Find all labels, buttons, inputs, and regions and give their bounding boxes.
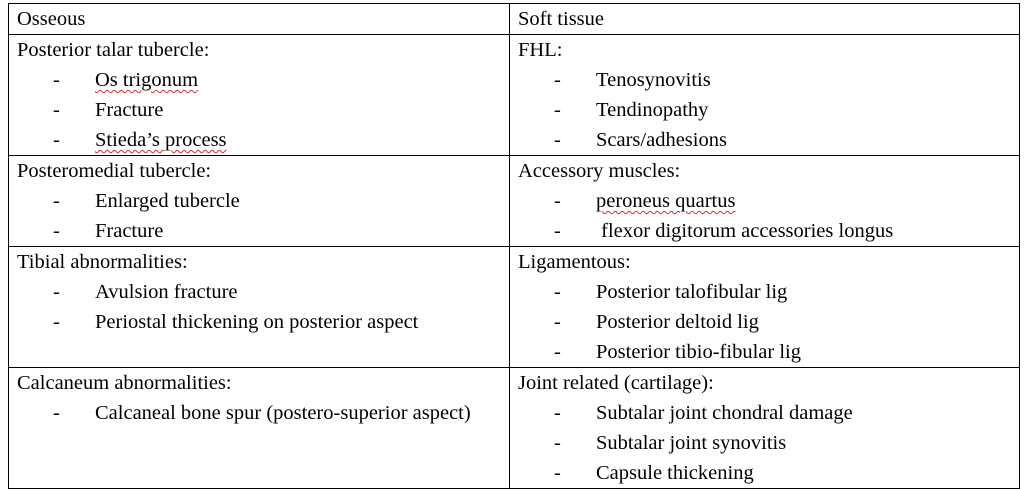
list-item — [17, 398, 509, 428]
bullet-dash: - — [554, 341, 561, 363]
group-title: Posterior talar tubercle: — [17, 39, 210, 61]
bullet-dash: - — [554, 432, 561, 454]
bullet-list — [518, 186, 1019, 246]
bullet-dash: - — [53, 190, 60, 212]
list-item — [17, 125, 509, 155]
bullet-dash: - — [554, 462, 561, 484]
bullet-dash: - — [53, 129, 60, 151]
list-item — [518, 186, 1019, 216]
header-soft-tissue: Soft tissue — [510, 4, 1020, 35]
item-text: Posterior tibio-fibular lig — [596, 341, 801, 363]
bullet-dash: - — [554, 402, 561, 424]
bullet-dash: - — [554, 281, 561, 303]
item-text: Enlarged tubercle — [95, 190, 240, 212]
bullet-dash: - — [53, 281, 60, 303]
item-text: Subtalar joint chondral damage — [596, 402, 853, 424]
list-item — [518, 95, 1019, 125]
table-cell — [9, 156, 510, 247]
bullet-dash: - — [554, 190, 561, 212]
item-text: Posterior deltoid lig — [596, 311, 759, 333]
bullet-dash: - — [53, 402, 60, 424]
bullet-dash: - — [554, 129, 561, 151]
item-text: Scars/adhesions — [596, 129, 727, 151]
bullet-list — [518, 277, 1019, 367]
bullet-list — [17, 398, 509, 428]
bullet-dash: - — [53, 311, 60, 333]
bullet-dash: - — [53, 220, 60, 242]
bullet-list — [518, 65, 1019, 155]
bullet-dash: - — [53, 99, 60, 121]
header-osseous: Osseous — [9, 4, 510, 35]
table-cell — [9, 35, 510, 156]
table-cell — [9, 247, 510, 368]
bullet-dash: - — [554, 99, 561, 121]
item-text: Fracture — [95, 220, 164, 242]
bullet-list — [518, 398, 1019, 488]
table-row — [9, 156, 1020, 247]
item-text: Calcaneal bone spur (postero-superior aspect) — [95, 402, 471, 424]
bullet-dash: - — [554, 220, 561, 242]
table-cell — [510, 247, 1020, 368]
list-item — [17, 65, 509, 95]
list-item — [518, 277, 1019, 307]
table-row — [9, 368, 1020, 489]
list-item — [518, 337, 1019, 367]
bullet-list — [17, 65, 509, 155]
list-item — [518, 398, 1019, 428]
group-title: Accessory muscles: — [518, 160, 681, 182]
classification-table — [8, 3, 1020, 489]
group-title: Joint related (cartilage): — [518, 372, 714, 394]
list-item — [518, 125, 1019, 155]
item-text: Os trigonum — [95, 69, 199, 91]
table-cell — [510, 368, 1020, 489]
item-text: Tendinopathy — [596, 99, 709, 121]
bullet-dash: - — [53, 69, 60, 91]
table-cell — [510, 156, 1020, 247]
item-text: peroneus quartus — [596, 190, 736, 212]
list-item — [17, 307, 509, 337]
item-text: Tenosynovitis — [596, 69, 711, 91]
group-title: Calcaneum abnormalities: — [17, 372, 232, 394]
group-title: Posteromedial tubercle: — [17, 160, 212, 182]
list-item — [518, 307, 1019, 337]
bullet-list — [17, 277, 509, 337]
list-item — [518, 428, 1019, 458]
list-item — [17, 186, 509, 216]
item-text: Subtalar joint synovitis — [596, 432, 787, 454]
group-title: Ligamentous: — [518, 251, 631, 273]
item-text: Capsule thickening — [596, 462, 754, 484]
item-text: flexor digitorum accessories longus — [596, 220, 894, 242]
list-item — [518, 216, 1019, 246]
table-row — [9, 35, 1020, 156]
item-text: Avulsion fracture — [95, 281, 238, 303]
item-text: Stieda’s process — [95, 129, 227, 151]
group-title: FHL: — [518, 39, 563, 61]
list-item — [518, 65, 1019, 95]
group-title: Tibial abnormalities: — [17, 251, 188, 273]
bullet-dash: - — [554, 311, 561, 333]
bullet-list — [17, 186, 509, 246]
table-row — [9, 247, 1020, 368]
list-item — [17, 216, 509, 246]
list-item — [17, 95, 509, 125]
item-text: Fracture — [95, 99, 164, 121]
table-cell — [510, 35, 1020, 156]
list-item — [17, 277, 509, 307]
item-text: Posterior talofibular lig — [596, 281, 788, 303]
header-row — [9, 4, 1020, 35]
table-cell — [9, 368, 510, 489]
item-text: Periostal thickening on posterior aspect — [95, 311, 419, 333]
bullet-dash: - — [554, 69, 561, 91]
